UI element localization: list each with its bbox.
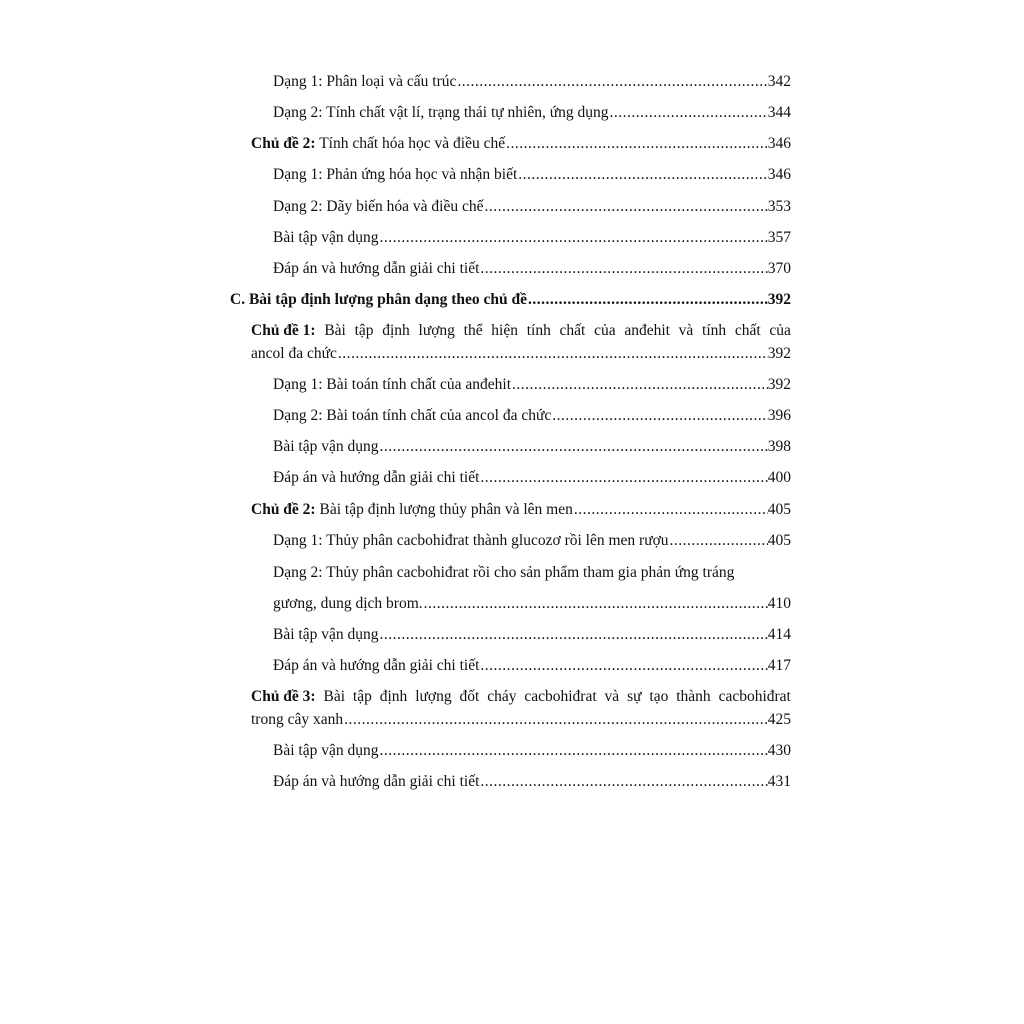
toc-topic-entry-line1: Chủ đề 3: Bài tập định lượng đốt cháy cacbohiđrat và sự tạo thành cacbohiđrat xyxy=(251,688,791,705)
toc-entry xyxy=(273,741,791,761)
toc-page-number: 414 xyxy=(767,626,791,643)
toc-page-number: 396 xyxy=(767,407,791,424)
toc-topic-prefix: Chủ đề 2: xyxy=(251,501,316,518)
toc-entry-title: Đáp án và hướng dẫn giải chi tiết xyxy=(273,773,480,790)
toc-page-number: 400 xyxy=(767,469,791,486)
toc-topic-entry xyxy=(251,134,791,154)
toc-entry-title: Bài tập vận dụng xyxy=(273,742,379,759)
toc-entry xyxy=(273,228,791,248)
toc-entry-title: Tính chất hóa học và điều chế xyxy=(315,135,506,152)
toc-entry xyxy=(273,72,791,92)
dot-leader xyxy=(343,710,768,730)
dot-leader xyxy=(505,134,768,154)
toc-entry-title: Dạng 1: Thủy phân cacbohiđrat thành glucozơ rồi lên men rượu xyxy=(273,532,669,549)
dot-leader xyxy=(511,375,768,395)
toc-section-entry xyxy=(230,290,791,310)
toc-entry-title-line1: Dạng 2: Thủy phân cacbohiđrat rồi cho sản phẩm tham gia phản ứng tráng xyxy=(273,564,735,581)
dot-leader xyxy=(423,594,768,614)
toc-entry xyxy=(273,259,791,279)
toc-entry xyxy=(273,165,791,185)
toc-topic-entry xyxy=(251,500,791,520)
dot-leader xyxy=(378,228,767,248)
toc-entry xyxy=(273,772,791,792)
dot-leader xyxy=(456,72,767,92)
toc-page-number: 431 xyxy=(767,773,791,790)
toc-entry xyxy=(273,656,791,676)
toc-entry-title-line2: gương, dung dịch brom. xyxy=(273,595,423,612)
toc-entry-title: Bài tập vận dụng xyxy=(273,229,379,246)
dot-leader xyxy=(669,531,768,551)
toc-entry xyxy=(273,625,791,645)
toc-entry-title: Bài tập vận dụng xyxy=(273,626,379,643)
toc-entry-title: Dạng 1: Bài toán tính chất của anđehit xyxy=(273,376,512,393)
toc-page-number: 346 xyxy=(767,166,791,183)
toc-section-title: C. Bài tập định lượng phân dạng theo chủ đề xyxy=(230,291,527,308)
toc-page-number: 392 xyxy=(767,376,791,393)
toc-entry xyxy=(273,103,791,123)
dot-leader xyxy=(378,437,767,457)
toc-page-number: 346 xyxy=(767,135,791,152)
dot-leader xyxy=(517,165,767,185)
toc-entry xyxy=(273,406,791,426)
dot-leader xyxy=(551,406,767,426)
toc-page-number: 398 xyxy=(767,438,791,455)
toc-page-number: 344 xyxy=(767,104,791,121)
toc-entry xyxy=(273,437,791,457)
toc-entry-title: Dạng 1: Phản ứng hóa học và nhận biết xyxy=(273,166,518,183)
toc-page-number: 357 xyxy=(767,229,791,246)
toc-entry xyxy=(273,468,791,488)
dot-leader xyxy=(573,500,768,520)
toc-entry xyxy=(273,375,791,395)
dot-leader xyxy=(337,344,768,364)
toc-page-number: 405 xyxy=(767,532,791,549)
toc-entry-title: Dạng 1: Phân loại và cấu trúc xyxy=(273,73,457,90)
toc-entry xyxy=(273,594,791,614)
toc-entry-title: Bài tập vận dụng xyxy=(273,438,379,455)
dot-leader xyxy=(378,741,767,761)
toc-page-number: 392 xyxy=(767,345,791,362)
toc-entry-title: Đáp án và hướng dẫn giải chi tiết xyxy=(273,469,480,486)
toc-entry-title: Đáp án và hướng dẫn giải chi tiết xyxy=(273,657,480,674)
toc-entry-title: Dạng 2: Bài toán tính chất của ancol đa chức xyxy=(273,407,552,424)
toc-entry-title: Đáp án và hướng dẫn giải chi tiết xyxy=(273,260,480,277)
toc-page-number: 410 xyxy=(767,595,791,612)
dot-leader xyxy=(609,103,768,123)
toc-page-number: 425 xyxy=(767,711,791,728)
dot-leader xyxy=(483,197,767,217)
toc-page-number: 353 xyxy=(767,198,791,215)
toc-entry-title: Dạng 2: Dãy biến hóa và điều chế xyxy=(273,198,484,215)
toc-entry-title: Bài tập định lượng thủy phân và lên men xyxy=(315,501,573,518)
dot-leader xyxy=(479,772,767,792)
toc-page-number: 417 xyxy=(767,657,791,674)
toc-page-number: 392 xyxy=(767,291,791,308)
toc-entry-title: Dạng 2: Tính chất vật lí, trạng thái tự nhiên, ứng dụng xyxy=(273,104,609,121)
dot-leader xyxy=(378,625,767,645)
toc-topic-entry-line2 xyxy=(251,344,791,364)
toc-topic-entry-line1: Chủ đề 1: Bài tập định lượng thể hiện tính chất của anđehit và tính chất của xyxy=(251,322,791,339)
toc-topic-entry-line2 xyxy=(251,710,791,730)
toc-page-number: 430 xyxy=(767,742,791,759)
toc-page-number: 342 xyxy=(767,73,791,90)
toc-topic-prefix: Chủ đề 2: xyxy=(251,135,316,152)
toc-entry-title: ancol đa chức xyxy=(251,345,337,362)
toc-topic-prefix: Chủ đề 1: xyxy=(251,322,316,339)
dot-leader xyxy=(479,259,767,279)
toc-entry xyxy=(273,197,791,217)
toc-entry-title: trong cây xanh xyxy=(251,711,344,728)
dot-leader xyxy=(527,290,768,310)
toc-page-number: 370 xyxy=(767,260,791,277)
toc-topic-prefix: Chủ đề 3: xyxy=(251,688,316,705)
dot-leader xyxy=(479,468,767,488)
toc-entry xyxy=(273,531,791,551)
toc-page-number: 405 xyxy=(767,501,791,518)
dot-leader xyxy=(479,656,767,676)
